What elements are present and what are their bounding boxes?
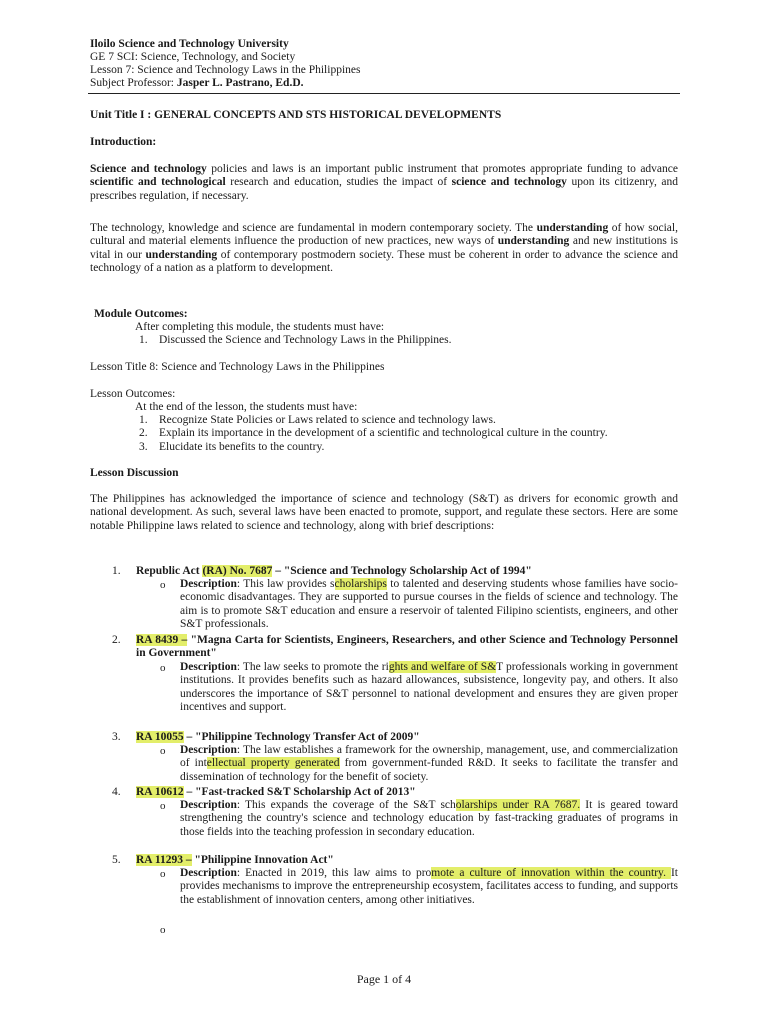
lesson-outcome-text: Recognize State Policies or Laws related to science and technology laws. [159, 414, 496, 426]
law-description [180, 867, 678, 907]
desc-text: T professionals working in government institutions. It provides benefits such as hazard allowances, subsistence, longevity pay, and others. It also underscores the importance of S&T personnel to national development and ensures they are given proper incentives and support. [180, 661, 678, 713]
desc-text: : The law establishes a framework for the ownership, management, use, and commercialization of int [180, 744, 678, 770]
module-outcome-text: Discussed the Science and Technology Laws in the Philippines. [159, 334, 452, 346]
law-description [180, 744, 678, 784]
law-title [136, 731, 678, 744]
description-label: Description [180, 867, 237, 879]
header-rule [88, 93, 680, 94]
lesson-outcome-item [135, 427, 685, 440]
course-title: GE 7 SCI: Science, Technology, and Society [90, 51, 296, 63]
lesson-outcome-num: 1. [139, 414, 148, 426]
module-outcomes-intro: After completing this module, the students must have: [135, 321, 385, 333]
lesson-outcomes-list [135, 414, 685, 454]
law-title [136, 854, 678, 867]
law-title [136, 565, 678, 578]
intro-p2-a: The technology, knowledge and science are fundamental in modern contemporary society. The [90, 222, 537, 234]
professor-line [90, 77, 680, 90]
bullet-o: o [160, 800, 166, 812]
lesson-outcome-num: 3. [139, 440, 148, 453]
intro-p2-c: of how social, cultural and material elements influence the production of new practices, new ways of [90, 222, 678, 248]
intro-p1-d: research and education, studies the impact of [225, 176, 452, 189]
lesson-outcomes-heading: Lesson Outcomes: [90, 388, 176, 400]
law-number: 4. [112, 786, 121, 798]
law-title-post: – "Science and Technology Scholarship Act of 1994" [272, 565, 532, 577]
desc-text: : Enacted in 2019, this law aims to pro [236, 867, 432, 879]
intro-p1-f: upon its citizenry, and prescribes regulation, if necessary. [90, 176, 678, 202]
intro-p2-d: understanding [497, 235, 570, 248]
module-outcome-item [135, 334, 675, 347]
desc-highlight: olarships under RA 7687. [455, 799, 581, 811]
professor-label: Subject Professor: [90, 77, 177, 89]
module-outcomes-list [135, 334, 675, 347]
unit-title: Unit Title I : GENERAL CONCEPTS AND STS HISTORICAL DEVELOPMENTS [90, 109, 502, 121]
intro-p2-b: understanding [536, 222, 609, 234]
law-title-highlight: RA 10055 [136, 731, 184, 743]
description-label: Description [180, 578, 237, 590]
lesson-line: Lesson 7: Science and Technology Laws in the Philippines [90, 64, 361, 76]
desc-highlight: cholarships [334, 578, 387, 590]
law-description [180, 661, 678, 714]
desc-text: : This law provides s [236, 578, 335, 590]
intro-p1-b: policies and laws is an important public instrument that promotes appropriate funding to advance [206, 163, 678, 175]
law-description [180, 578, 678, 631]
lesson-outcome-item [135, 414, 685, 427]
law-number: 2. [112, 634, 121, 646]
lesson-outcome-text: Elucidate its benefits to the country. [159, 440, 325, 453]
law-title-highlight: RA 8439 – [136, 634, 188, 646]
desc-highlight: mote a culture of innovation within the country. [431, 867, 671, 879]
module-outcomes-heading: Module Outcomes: [94, 308, 188, 320]
document-header [90, 38, 680, 90]
law-title [136, 634, 678, 661]
law-title-pre: Republic Act [136, 565, 203, 577]
lesson-outcome-num: 2. [139, 427, 148, 440]
intro-paragraph-1 [90, 163, 678, 203]
law-number: 3. [112, 731, 121, 743]
law-title-highlight: RA 10612 [136, 786, 184, 798]
desc-text: It is geared toward strengthening the country's science and technology education by fast-tracking graduates of programs in those fields into the teaching profession in secondary education. [180, 799, 678, 838]
desc-text: : This expands the coverage of the S&T sch [236, 799, 456, 811]
lesson-outcome-text: Explain its importance in the development of a scientific and technological culture in the country. [159, 427, 608, 440]
lesson-title: Lesson Title 8: Science and Technology Laws in the Philippines [90, 361, 385, 373]
desc-text: It provides mechanisms to improve the entrepreneurship ecosystem, facilitates access to funding, and supports the establishment of innovation centers, among other initiatives. [180, 867, 678, 906]
desc-text: from government-funded R&D. It seeks to facilitate the transfer and dissemination of technology for the benefit of society. [180, 757, 678, 783]
intro-paragraph-2 [90, 222, 678, 275]
lesson-outcomes-intro: At the end of the lesson, the students must have: [135, 401, 358, 413]
desc-highlight: ghts and welfare of S& [388, 661, 497, 673]
law-title-highlight: RA 11293 – [136, 854, 192, 866]
law-number: 1. [112, 565, 121, 577]
law-title-post: – "Fast-tracked S&T Scholarship Act of 2013" [183, 786, 416, 798]
bullet-o: o [160, 924, 166, 936]
lesson-discussion-heading: Lesson Discussion [90, 467, 179, 479]
description-label: Description [180, 799, 237, 811]
bullet-o: o [160, 868, 166, 880]
intro-p1-e: science and technology [451, 176, 567, 189]
lesson-discussion-intro: The Philippines has acknowledged the importance of science and technology (S&T) as drivers for economic growth and national development. As such, several laws have been enacted to promote, support, and regulate these sectors. Here are some notable Philippine laws related to science and technology, along with brief descriptions: [90, 493, 678, 532]
law-description [180, 799, 678, 839]
description-label: Description [180, 661, 237, 673]
introduction-heading: Introduction: [90, 136, 157, 148]
law-number: 5. [112, 854, 121, 866]
bullet-o: o [160, 745, 166, 757]
law-title-highlight: (RA) No. 7687 [202, 565, 273, 577]
law-title-post: – "Philippine Technology Transfer Act of 2009" [183, 731, 420, 743]
desc-highlight: ellectual property generated [206, 757, 340, 770]
desc-text: : The law seeks to promote the ri [236, 661, 389, 673]
law-title-post: "Magna Carta for Scientists, Engineers, Researchers, and other Science and Technology Personnel in Government" [136, 634, 678, 660]
bullet-o: o [160, 662, 166, 674]
law-title [136, 786, 678, 799]
lesson-outcome-item [135, 441, 685, 454]
intro-p2-f: understanding [145, 248, 218, 261]
description-label: Description [180, 744, 237, 756]
intro-p2-g: of contemporary postmodern society. These must be coherent in order to advance the science and technology of a nation as a platform to development. [90, 248, 679, 274]
intro-p2-e: and new institutions is vital in our [90, 235, 678, 261]
university-name: Iloilo Science and Technology University [90, 38, 289, 50]
law-title-post: "Philippine Innovation Act" [191, 854, 334, 866]
page-number: Page 1 of 4 [356, 972, 412, 986]
intro-p1-a: Science and technology [90, 163, 207, 175]
bullet-o: o [160, 579, 166, 591]
intro-p1-c: scientific and technological [90, 176, 226, 189]
professor-name: Jasper L. Pastrano, Ed.D. [176, 77, 304, 89]
desc-text: to talented and deserving students whose families have socio-economic disadvantages. They are supported to pursue courses in the fields of science and technology. The aim is to promote S&T education and ensure a reservoir of talented Filipino scientists, engineers, and other S&T professionals. [180, 578, 678, 630]
module-outcome-num: 1. [139, 334, 148, 346]
